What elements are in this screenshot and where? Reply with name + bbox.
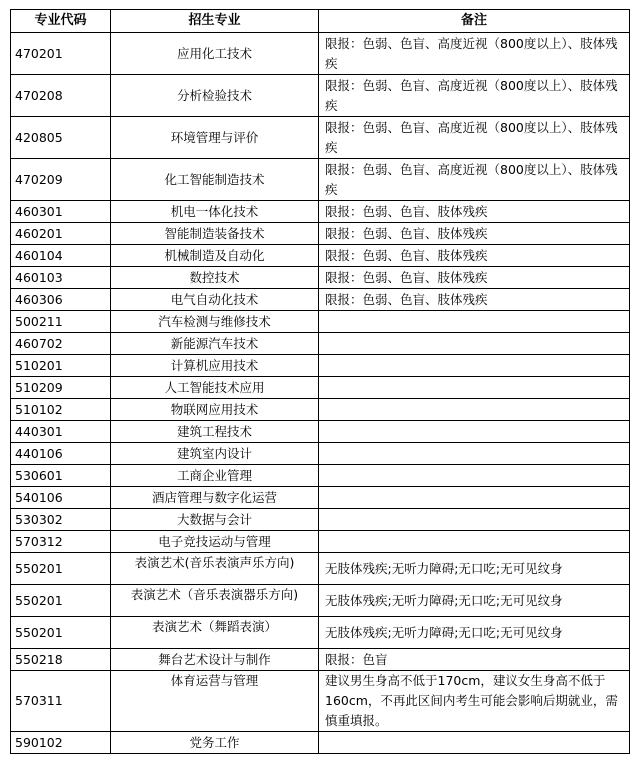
table-row (11, 201, 630, 223)
note-cell: 限报：色弱、色盲、高度近视（800度以上）、肢体残疾 (319, 159, 630, 201)
note-cell (319, 531, 630, 553)
major-cell: 建筑室内设计 (111, 443, 319, 465)
note-cell (319, 509, 630, 531)
table-row (11, 443, 630, 465)
table-row (11, 333, 630, 355)
admission-majors-table (10, 9, 630, 754)
table-row (11, 355, 630, 377)
note-cell: 限报：色弱、色盲、肢体残疾 (319, 245, 630, 267)
code-cell: 510201 (11, 355, 111, 377)
table-body (11, 33, 630, 754)
table-row (11, 117, 630, 159)
header-code: 专业代码 (11, 10, 111, 33)
table-row (11, 223, 630, 245)
code-cell: 470208 (11, 75, 111, 117)
note-cell: 限报：色弱、色盲、高度近视（800度以上）、肢体残疾 (319, 75, 630, 117)
code-cell: 440301 (11, 421, 111, 443)
table-row (11, 585, 630, 617)
table-header-row (11, 10, 630, 33)
major-cell: 酒店管理与数字化运营 (111, 487, 319, 509)
code-cell: 460301 (11, 201, 111, 223)
major-cell: 新能源汽车技术 (111, 333, 319, 355)
note-cell (319, 355, 630, 377)
table-row (11, 509, 630, 531)
major-cell: 表演艺术（音乐表演器乐方向) (111, 585, 319, 617)
table-row (11, 487, 630, 509)
code-cell: 470201 (11, 33, 111, 75)
table-row (11, 75, 630, 117)
major-cell: 表演艺术(音乐表演声乐方向) (111, 553, 319, 585)
table-row (11, 617, 630, 649)
major-cell: 物联网应用技术 (111, 399, 319, 421)
table-row (11, 377, 630, 399)
major-cell: 机电一体化技术 (111, 201, 319, 223)
note-cell (319, 443, 630, 465)
table-row (11, 421, 630, 443)
table-row (11, 159, 630, 201)
code-cell: 570312 (11, 531, 111, 553)
note-cell (319, 399, 630, 421)
table-row (11, 311, 630, 333)
major-cell: 环境管理与评价 (111, 117, 319, 159)
code-cell: 550218 (11, 649, 111, 671)
major-cell: 舞台艺术设计与制作 (111, 649, 319, 671)
note-cell (319, 377, 630, 399)
note-cell: 限报：色盲 (319, 649, 630, 671)
table-row (11, 399, 630, 421)
table-row (11, 531, 630, 553)
header-note: 备注 (319, 10, 630, 33)
note-cell: 限报：色弱、色盲、肢体残疾 (319, 289, 630, 311)
code-cell: 460104 (11, 245, 111, 267)
major-cell: 建筑工程技术 (111, 421, 319, 443)
table-row (11, 289, 630, 311)
code-cell: 550201 (11, 553, 111, 585)
code-cell: 470209 (11, 159, 111, 201)
major-cell: 表演艺术（舞蹈表演） (111, 617, 319, 649)
code-cell: 460201 (11, 223, 111, 245)
major-cell: 分析检验技术 (111, 75, 319, 117)
note-cell: 无肢体残疾;无听力障碍;无口吃;无可见纹身 (319, 585, 630, 617)
code-cell: 460702 (11, 333, 111, 355)
major-cell: 智能制造装备技术 (111, 223, 319, 245)
table-row (11, 553, 630, 585)
code-cell: 500211 (11, 311, 111, 333)
major-cell: 人工智能技术应用 (111, 377, 319, 399)
note-cell (319, 487, 630, 509)
code-cell: 510102 (11, 399, 111, 421)
code-cell: 420805 (11, 117, 111, 159)
note-cell (319, 311, 630, 333)
code-cell: 440106 (11, 443, 111, 465)
note-cell (319, 421, 630, 443)
code-cell: 590102 (11, 732, 111, 754)
major-cell: 应用化工技术 (111, 33, 319, 75)
note-cell: 限报：色弱、色盲、肢体残疾 (319, 267, 630, 289)
code-cell: 460306 (11, 289, 111, 311)
code-cell: 510209 (11, 377, 111, 399)
note-cell (319, 333, 630, 355)
code-cell: 460103 (11, 267, 111, 289)
code-cell: 530302 (11, 509, 111, 531)
code-cell: 550201 (11, 617, 111, 649)
table-row (11, 732, 630, 754)
note-cell: 限报：色弱、色盲、肢体残疾 (319, 201, 630, 223)
note-cell: 限报：色弱、色盲、肢体残疾 (319, 223, 630, 245)
table-row (11, 649, 630, 671)
major-cell: 数控技术 (111, 267, 319, 289)
note-cell: 建议男生身高不低于170cm，建议女生身高不低于160cm，不再此区间内考生可能会影响后期就业，需慎重填报。 (319, 671, 630, 732)
note-cell (319, 732, 630, 754)
code-cell: 540106 (11, 487, 111, 509)
major-cell: 工商企业管理 (111, 465, 319, 487)
table-row (11, 245, 630, 267)
note-cell: 限报：色弱、色盲、高度近视（800度以上）、肢体残疾 (319, 117, 630, 159)
note-cell: 限报：色弱、色盲、高度近视（800度以上）、肢体残疾 (319, 33, 630, 75)
major-cell: 化工智能制造技术 (111, 159, 319, 201)
note-cell (319, 465, 630, 487)
table-row (11, 33, 630, 75)
code-cell: 530601 (11, 465, 111, 487)
table-row (11, 267, 630, 289)
major-cell: 党务工作 (111, 732, 319, 754)
table-row (11, 465, 630, 487)
major-cell: 汽车检测与维修技术 (111, 311, 319, 333)
major-cell: 机械制造及自动化 (111, 245, 319, 267)
major-cell: 电子竞技运动与管理 (111, 531, 319, 553)
major-cell: 大数据与会计 (111, 509, 319, 531)
major-cell: 体育运营与管理 (111, 671, 319, 732)
major-cell: 电气自动化技术 (111, 289, 319, 311)
table-row (11, 671, 630, 732)
major-cell: 计算机应用技术 (111, 355, 319, 377)
code-cell: 570311 (11, 671, 111, 732)
code-cell: 550201 (11, 585, 111, 617)
header-major: 招生专业 (111, 10, 319, 33)
note-cell: 无肢体残疾;无听力障碍;无口吃;无可见纹身 (319, 617, 630, 649)
note-cell: 无肢体残疾;无听力障碍;无口吃;无可见纹身 (319, 553, 630, 585)
